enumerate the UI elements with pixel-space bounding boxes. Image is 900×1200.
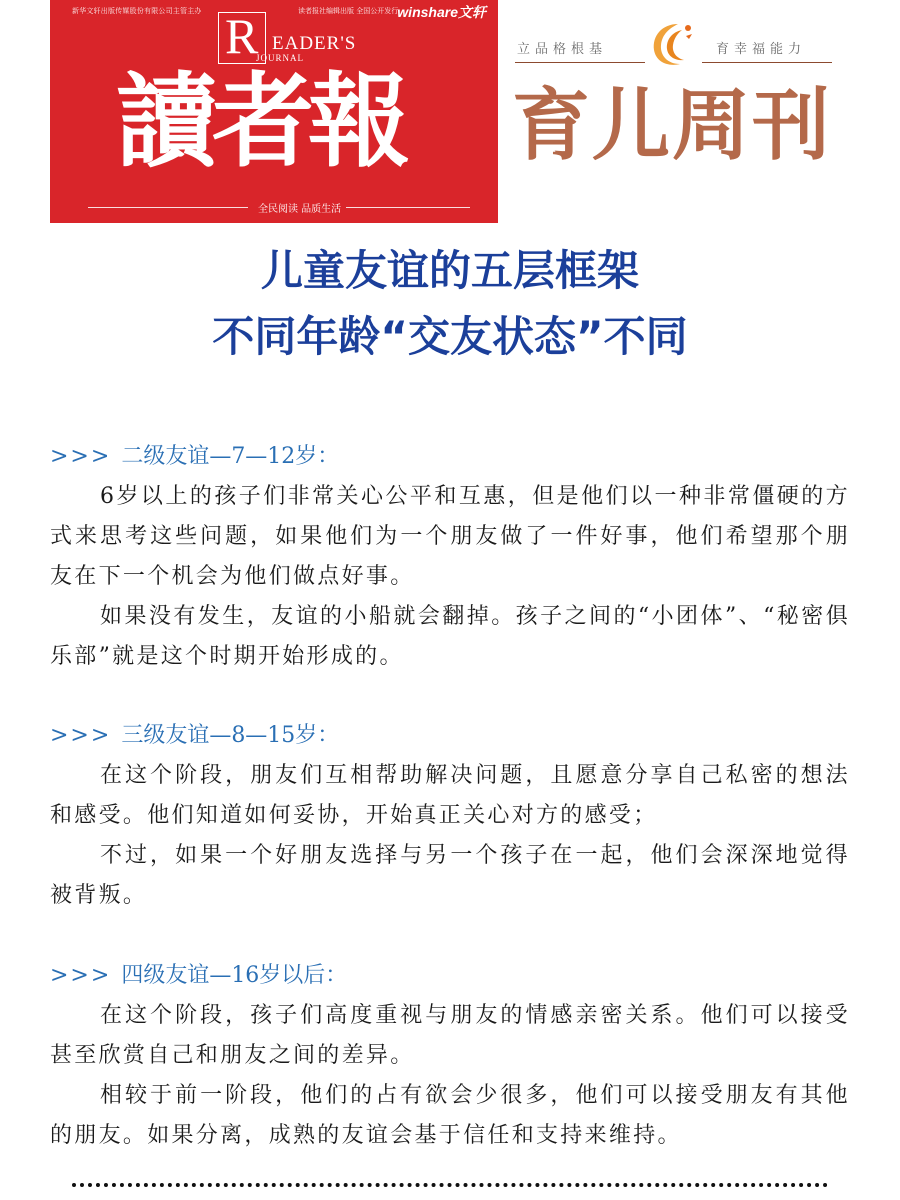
weekly-tagline-right: 育幸福能力	[716, 42, 807, 57]
weekly-rule-right	[702, 62, 832, 63]
slogan-rule-right	[346, 207, 470, 208]
parenting-weekly-title: 育儿周刊	[512, 81, 833, 171]
chinese-newspaper-title: 讀者報	[116, 62, 404, 182]
slogan-rule-left	[88, 207, 248, 208]
distribution-credit: 读者报社编辑出版 全国公开发行	[298, 7, 399, 15]
body-paragraph: 在这个阶段，朋友们互相帮助解决问题，且愿意分享自己私密的想法和感受。他们知道如何妥协，开始真正关心对方的感受；	[50, 763, 850, 828]
section-heading-text: 四级友谊—16岁以后：	[121, 963, 348, 988]
triple-chevron-icon: >>>	[50, 723, 112, 748]
body-paragraph: 6岁以上的孩子们非常关心公平和互惠，但是他们以一种非常僵硬的方式来思考这些问题，如果他们为一个朋友做了一件好事，他们希望那个朋友在下一个机会为他们做点好事。	[50, 484, 850, 589]
section-level-two-friendship	[50, 437, 850, 677]
winshare-logo-text: winshare文轩	[397, 4, 486, 20]
section-heading	[50, 956, 850, 996]
triple-chevron-icon: >>>	[50, 444, 112, 469]
brand-slogan: 全民阅读 品质生活	[258, 204, 342, 215]
article-headline-line2: 不同年龄“交友状态”不同	[212, 312, 688, 361]
readers-journal-logo	[50, 0, 498, 223]
article-headline-line1: 儿童友谊的五层框架	[260, 246, 639, 295]
section-level-four-friendship	[50, 956, 850, 1156]
body-paragraph: 不过，如果一个好朋友选择与另一个孩子在一起，他们会深深地觉得被背叛。	[50, 843, 850, 908]
orange-swirl-logo-icon	[648, 20, 698, 68]
section-heading	[50, 716, 850, 756]
section-heading-text: 三级友谊—8—15岁：	[121, 723, 340, 748]
weekly-tagline-left: 立品格根基	[517, 42, 608, 57]
section-heading	[50, 437, 850, 477]
publisher-credit: 新华文轩出版传媒股份有限公司主管主办	[72, 7, 202, 15]
english-title-line2: JOURNAL	[256, 53, 305, 63]
body-paragraph: 在这个阶段，孩子们高度重视与朋友的情感亲密关系。他们可以接受甚至欣赏自己和朋友之间的差异。	[50, 1003, 850, 1068]
english-title-line1: EADER'S	[272, 33, 357, 54]
dotted-divider	[72, 1183, 828, 1187]
section-level-three-friendship	[50, 716, 850, 916]
body-paragraph: 如果没有发生，友谊的小船就会翻掉。孩子之间的“小团体”、“秘密俱乐部”就是这个时期开始形成的。	[50, 604, 850, 669]
section-heading-text: 二级友谊—7—12岁：	[121, 444, 340, 469]
body-paragraph: 相较于前一阶段，他们的占有欲会少很多，他们可以接受朋友有其他的朋友。如果分离，成熟的友谊会基于信任和支持来维持。	[50, 1083, 850, 1148]
english-title-initial: R	[225, 8, 259, 64]
triple-chevron-icon: >>>	[50, 963, 112, 988]
weekly-rule-left	[515, 62, 645, 63]
